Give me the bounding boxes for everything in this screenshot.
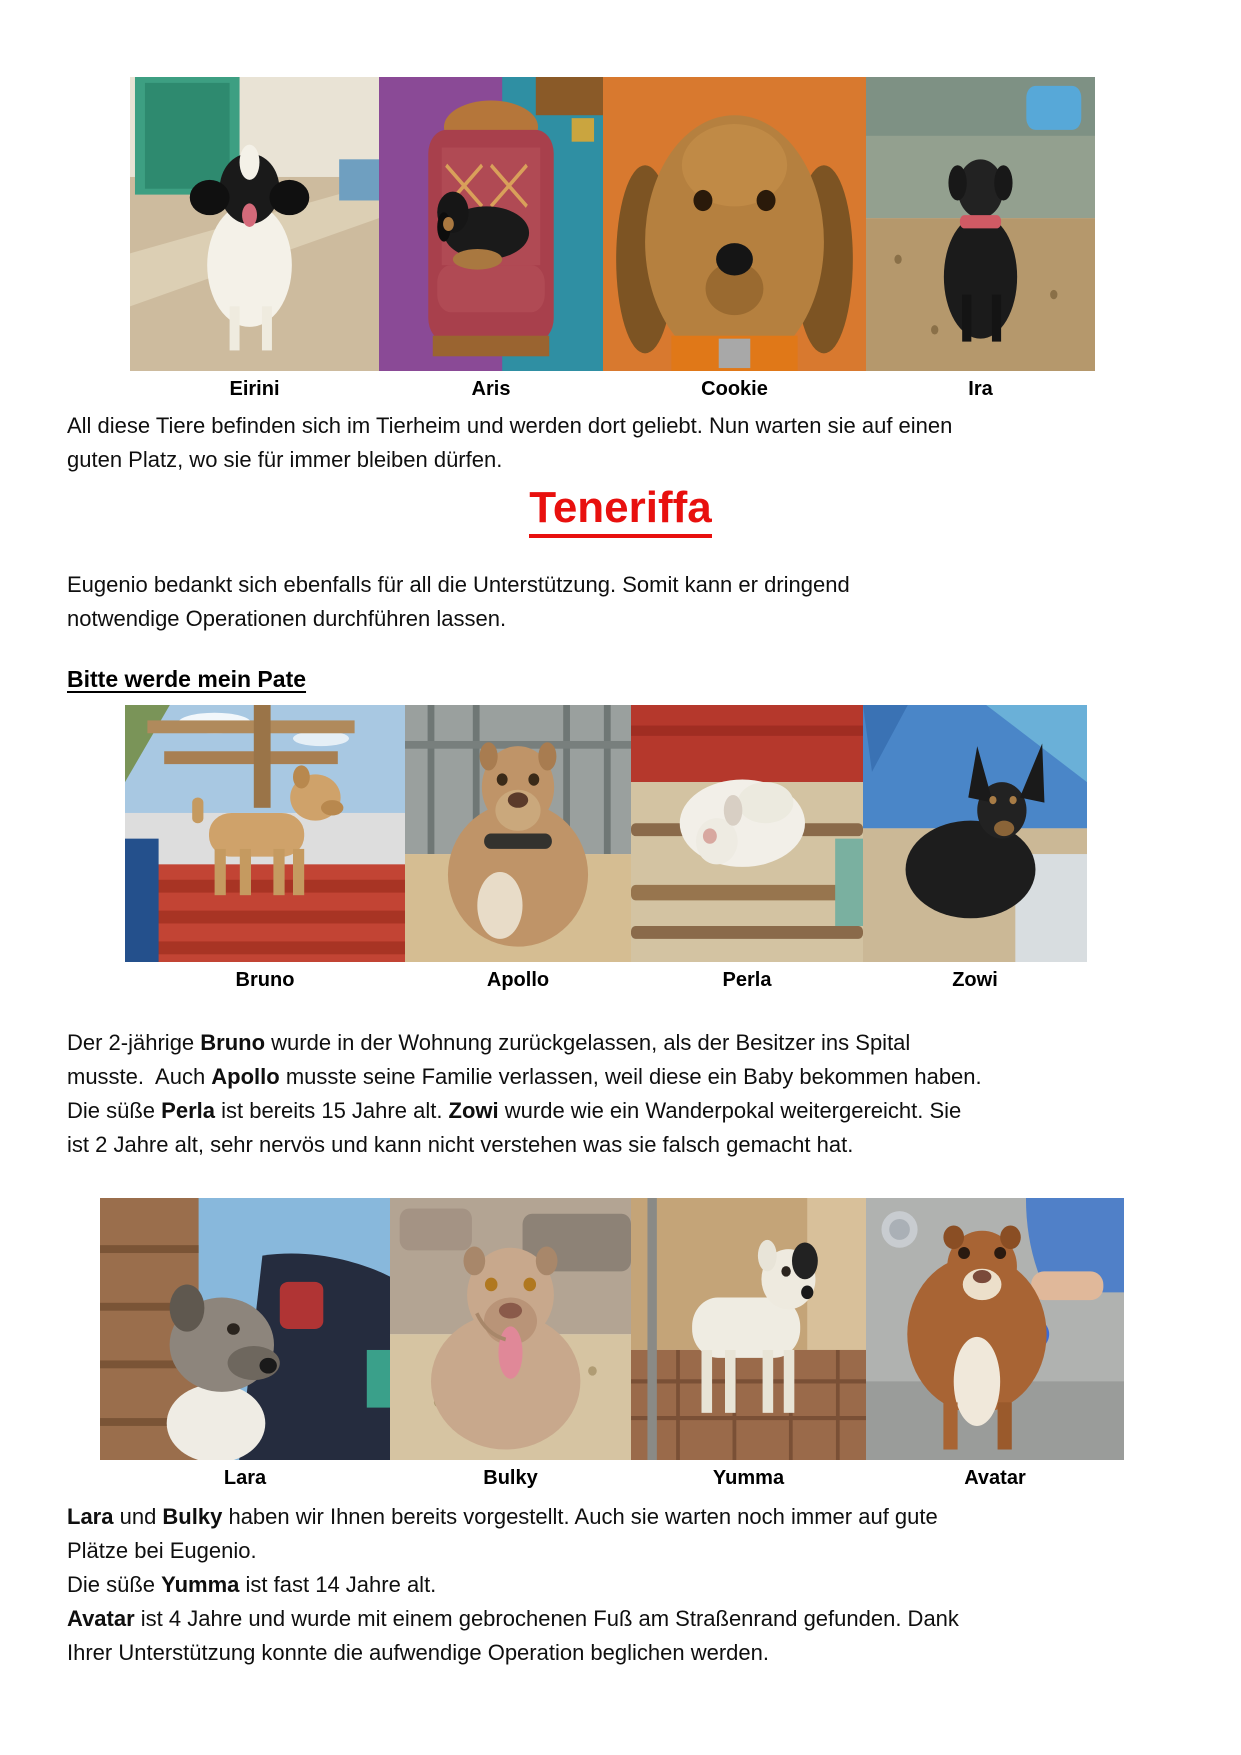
dog-caption-eirini: Eirini (229, 378, 280, 400)
dog-photo-bulky (390, 1198, 631, 1460)
dog-caption-lara: Lara (223, 1466, 267, 1489)
dog-photo-perla (631, 705, 863, 962)
section-title-teneriffa-text: Teneriffa (529, 484, 712, 538)
dog-photo-bruno (125, 705, 405, 962)
dog-figure-avatar (866, 1198, 1124, 1490)
sponsor-heading: Bitte werde mein Pate (67, 665, 307, 692)
dog-figure-yumma (631, 1198, 866, 1490)
dog-photo-bulky-illustration (390, 1198, 631, 1460)
dog-figure-lara (100, 1198, 390, 1490)
photo-row-shelter-dogs (130, 77, 1241, 401)
dog-photo-bruno-illustration (125, 705, 405, 962)
dog-photo-eirini-illustration (130, 77, 379, 371)
dog-caption-bulky: Bulky (483, 1466, 538, 1489)
dog-caption-yumma: Yumma (712, 1466, 785, 1489)
dog-caption-zowi: Zowi (952, 968, 998, 991)
dog-photo-apollo (405, 705, 631, 962)
dog-photo-lara-illustration (100, 1198, 390, 1460)
dog-photo-perla-illustration (631, 705, 863, 962)
dog-photo-aris-illustration (379, 77, 603, 371)
dog-photo-aris (379, 77, 603, 371)
dog-photo-ira-illustration (866, 77, 1095, 371)
teneriffa-thanks-paragraph: Eugenio bedankt sich ebenfalls für all die Unterstützung. Somit kann er dringend notwendige Operationen durchführen lassen. (67, 571, 850, 631)
dog-caption-bruno: Bruno (235, 968, 295, 991)
dog-photo-apollo-illustration (405, 705, 631, 962)
section-title-teneriffa (0, 483, 1241, 538)
dog-photo-avatar-illustration (866, 1198, 1124, 1460)
dog-figure-bulky (390, 1198, 631, 1490)
dog-caption-cookie: Cookie (701, 378, 768, 400)
dog-photo-zowi (863, 705, 1087, 962)
dog-figure-perla (631, 705, 863, 992)
dog-figure-aris (379, 77, 603, 401)
dog-photo-cookie (603, 77, 866, 371)
dog-caption-perla: Perla (722, 968, 772, 991)
dog-figure-apollo (405, 705, 631, 992)
dog-caption-ira: Ira (968, 378, 993, 400)
dog-figure-zowi (863, 705, 1087, 992)
dog-caption-aris: Aris (471, 378, 511, 400)
dog-caption-avatar: Avatar (964, 1466, 1026, 1489)
sponsor-dogs-story-paragraph-2: Lara und Bulky haben wir Ihnen bereits vorgestellt. Auch sie warten noch immer auf gute Plätze bei Eugenio. Die süße Yumma ist fast 14 Jahre alt. Avatar ist 4 Jahre und wurde mit einem gebrochenen Fuß am Straßenrand gefunden. Dank Ihrer Unterstützung konnte die aufwendige Operation beglichen werden. (67, 1503, 959, 1665)
dog-photo-yumma-illustration (631, 1198, 866, 1460)
dog-caption-apollo: Apollo (486, 968, 550, 991)
dog-figure-ira (866, 77, 1095, 401)
photo-row-sponsor-dogs-1 (125, 705, 1241, 992)
dog-photo-zowi-illustration (863, 705, 1087, 962)
sponsor-dogs-story-paragraph: Der 2-jährige Bruno wurde in der Wohnung zurückgelassen, als der Besitzer ins Spital musste. Auch Apollo musste seine Familie verlassen, weil diese ein Baby bekommen haben. Die süße Perla ist bereits 15 Jahre alt. Zowi wurde wie ein Wanderpokal weitergereicht. Sie ist 2 Jahre alt, sehr nervös und kann nicht verstehen was sie falsch gemacht hat. (67, 1029, 982, 1157)
dog-photo-cookie-illustration (603, 77, 866, 371)
dog-figure-eirini (130, 77, 379, 401)
dog-figure-bruno (125, 705, 405, 992)
dog-photo-yumma (631, 1198, 866, 1460)
dog-photo-ira (866, 77, 1095, 371)
dog-photo-eirini (130, 77, 379, 371)
dog-photo-avatar (866, 1198, 1124, 1460)
intro-paragraph: All diese Tiere befinden sich im Tierheim und werden dort geliebt. Nun warten sie auf einen guten Platz, wo sie für immer bleiben dürfen. (67, 413, 953, 472)
dog-photo-lara (100, 1198, 390, 1460)
photo-row-sponsor-dogs-2 (100, 1198, 1241, 1490)
dog-figure-cookie (603, 77, 866, 401)
